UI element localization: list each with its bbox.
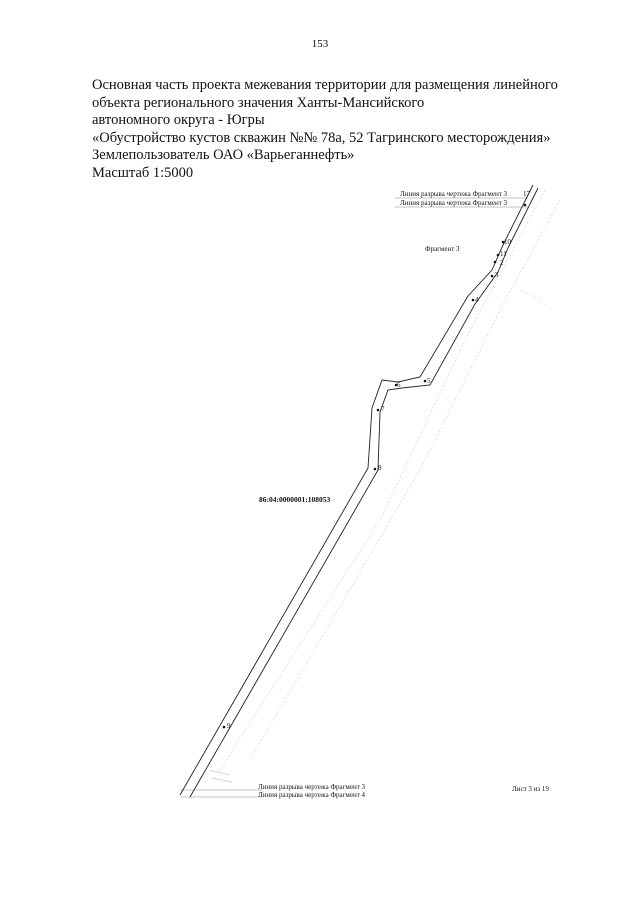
point-label-10: 10 <box>504 238 511 246</box>
point-label-7: 7 <box>381 405 385 413</box>
point-label-5: 5 <box>427 377 431 385</box>
sheet-number-label: Лист 3 из 19 <box>512 785 549 793</box>
point-label-9: 9 <box>227 722 231 730</box>
point-label-6: 6 <box>397 381 401 389</box>
point-label-3: 3 <box>495 271 499 279</box>
header-line-2: объекта регионального значения Ханты-Мансийского <box>92 94 425 111</box>
point-label-4: 4 <box>475 296 479 304</box>
header-line-1: Основная часть проекта межевания территории для размещения линейного <box>92 77 558 93</box>
bottom-break-label-2: Линия разрыва чертежа Фрагмент 4 <box>258 791 366 799</box>
header-line-4: «Обустройство кустов скважин №№ 78а, 52 Тагринского месторождения» <box>92 129 551 146</box>
point-label-2: 2 <box>500 259 504 267</box>
point-label-8: 8 <box>378 464 382 472</box>
header-line-6: Масштаб 1:5000 <box>92 164 194 181</box>
bottom-break-label-1: Линия разрыва чертежа Фрагмент 3 <box>258 783 366 791</box>
boundary-marks <box>210 770 232 782</box>
point-label-11: 11 <box>500 250 507 258</box>
fragment-label: Фрагмент 3 <box>425 245 460 253</box>
background-boundaries <box>220 190 560 770</box>
top-break-label-2: Линия разрыва чертежа Фрагмент 3 <box>400 199 508 207</box>
point-label-17: 17 <box>523 190 530 198</box>
page-number: 153 <box>311 38 329 50</box>
corridor-boundary <box>180 185 538 797</box>
header-line-5: Землепользователь ОАО «Варьеганнефть» <box>92 147 355 164</box>
cadastral-number: 86:04:0000001:108053 <box>259 495 331 504</box>
top-break-label-1: Линия разрыва чертежа Фрагмент 3 <box>400 190 508 198</box>
header-line-3: автономного округа - Югры <box>92 112 265 129</box>
